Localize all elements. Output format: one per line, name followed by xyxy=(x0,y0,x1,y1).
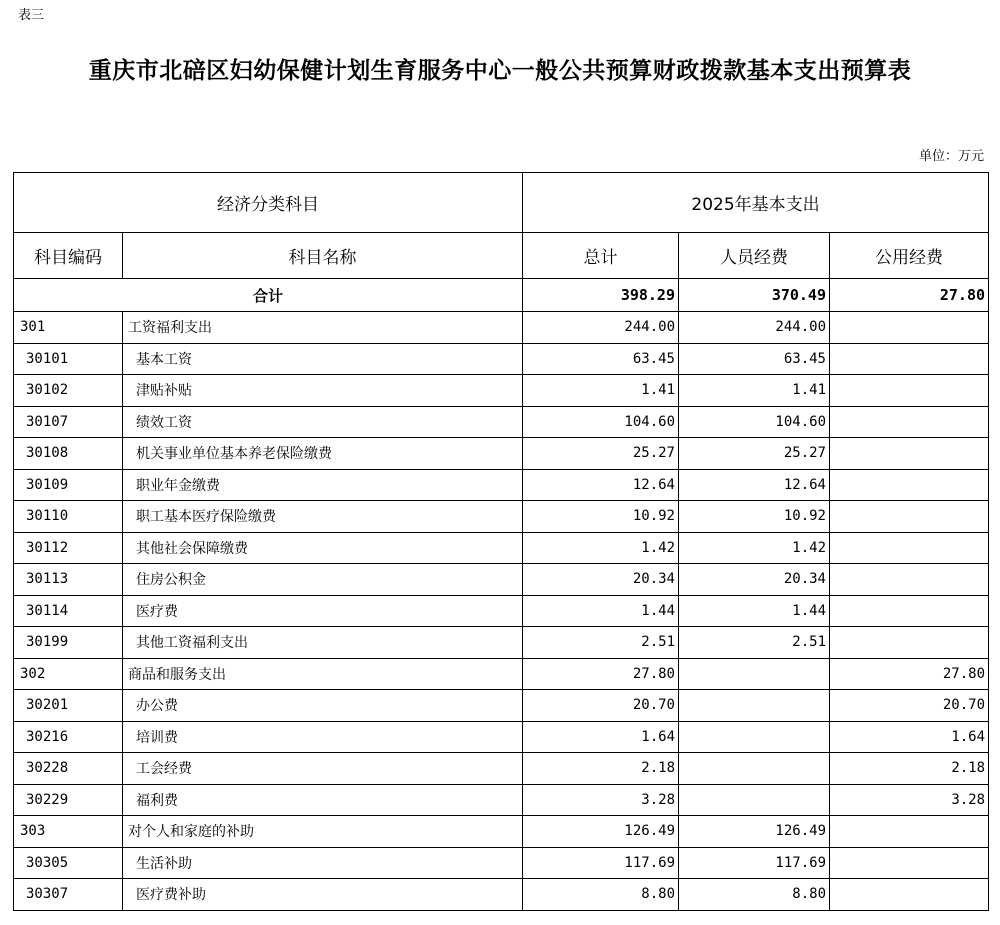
row-public xyxy=(830,816,989,848)
row-total: 20.34 xyxy=(523,564,679,596)
row-public: 3.28 xyxy=(830,784,989,816)
row-total: 1.44 xyxy=(523,595,679,627)
row-public xyxy=(830,469,989,501)
row-code: 30201 xyxy=(14,690,123,722)
total-sum: 398.29 xyxy=(523,279,679,312)
row-total: 244.00 xyxy=(523,312,679,344)
header-personnel: 人员经费 xyxy=(679,233,830,279)
row-personnel: 117.69 xyxy=(679,847,830,879)
row-public xyxy=(830,501,989,533)
row-public xyxy=(830,343,989,375)
row-personnel: 126.49 xyxy=(679,816,830,848)
header-public: 公用经费 xyxy=(830,233,989,279)
row-name: 医疗费 xyxy=(123,595,523,627)
table-row xyxy=(14,469,989,501)
row-personnel xyxy=(679,658,830,690)
table-row xyxy=(14,343,989,375)
page-title: 重庆市北碚区妇幼保健计划生育服务中心一般公共预算财政拨款基本支出预算表 xyxy=(88,57,912,84)
row-total: 2.51 xyxy=(523,627,679,659)
header-category: 经济分类科目 xyxy=(14,173,523,233)
row-personnel xyxy=(679,753,830,785)
table-row xyxy=(14,753,989,785)
row-public xyxy=(830,406,989,438)
row-personnel: 10.92 xyxy=(679,501,830,533)
row-public xyxy=(830,879,989,911)
row-name: 机关事业单位基本养老保险缴费 xyxy=(123,438,523,470)
table-row xyxy=(14,658,989,690)
table-row xyxy=(14,816,989,848)
row-personnel: 8.80 xyxy=(679,879,830,911)
table-row xyxy=(14,532,989,564)
row-personnel: 1.42 xyxy=(679,532,830,564)
row-code: 30114 xyxy=(14,595,123,627)
row-public xyxy=(830,532,989,564)
table-row xyxy=(14,438,989,470)
row-name: 生活补助 xyxy=(123,847,523,879)
header-total: 总计 xyxy=(523,233,679,279)
row-total: 117.69 xyxy=(523,847,679,879)
row-total: 8.80 xyxy=(523,879,679,911)
row-public xyxy=(830,564,989,596)
row-code: 303 xyxy=(14,816,123,848)
row-public xyxy=(830,375,989,407)
row-code: 301 xyxy=(14,312,123,344)
row-public xyxy=(830,438,989,470)
row-total: 27.80 xyxy=(523,658,679,690)
row-name: 医疗费补助 xyxy=(123,879,523,911)
row-code: 30216 xyxy=(14,721,123,753)
table-row xyxy=(14,784,989,816)
row-code: 30107 xyxy=(14,406,123,438)
row-code: 30307 xyxy=(14,879,123,911)
table-row xyxy=(14,627,989,659)
row-total: 12.64 xyxy=(523,469,679,501)
row-name: 职工基本医疗保险缴费 xyxy=(123,501,523,533)
row-personnel: 1.41 xyxy=(679,375,830,407)
row-name: 住房公积金 xyxy=(123,564,523,596)
row-total: 1.64 xyxy=(523,721,679,753)
row-personnel: 1.44 xyxy=(679,595,830,627)
table-row xyxy=(14,375,989,407)
header-row-1 xyxy=(14,173,989,233)
row-personnel: 25.27 xyxy=(679,438,830,470)
total-row xyxy=(14,279,989,312)
row-name: 培训费 xyxy=(123,721,523,753)
header-row-2 xyxy=(14,233,989,279)
row-total: 2.18 xyxy=(523,753,679,785)
row-name: 福利费 xyxy=(123,784,523,816)
row-total: 1.41 xyxy=(523,375,679,407)
table-row xyxy=(14,501,989,533)
header-code: 科目编码 xyxy=(14,233,123,279)
table-number-label: 表三 xyxy=(18,8,45,23)
row-personnel: 12.64 xyxy=(679,469,830,501)
table-row xyxy=(14,721,989,753)
row-personnel xyxy=(679,784,830,816)
row-name: 基本工资 xyxy=(123,343,523,375)
row-code: 30108 xyxy=(14,438,123,470)
row-total: 63.45 xyxy=(523,343,679,375)
row-code: 30229 xyxy=(14,784,123,816)
row-code: 30109 xyxy=(14,469,123,501)
table-row xyxy=(14,406,989,438)
row-name: 工会经费 xyxy=(123,753,523,785)
row-personnel xyxy=(679,721,830,753)
unit-label: 单位：万元 xyxy=(918,149,984,164)
row-public xyxy=(830,847,989,879)
row-public: 1.64 xyxy=(830,721,989,753)
row-personnel: 2.51 xyxy=(679,627,830,659)
row-name: 其他社会保障缴费 xyxy=(123,532,523,564)
total-label: 合计 xyxy=(14,279,523,312)
row-name: 对个人和家庭的补助 xyxy=(123,816,523,848)
row-public: 20.70 xyxy=(830,690,989,722)
row-public xyxy=(830,595,989,627)
row-code: 30228 xyxy=(14,753,123,785)
total-personnel: 370.49 xyxy=(679,279,830,312)
row-public xyxy=(830,312,989,344)
table-row xyxy=(14,690,989,722)
row-code: 302 xyxy=(14,658,123,690)
row-code: 30113 xyxy=(14,564,123,596)
row-public xyxy=(830,627,989,659)
row-personnel: 244.00 xyxy=(679,312,830,344)
row-total: 25.27 xyxy=(523,438,679,470)
row-name: 其他工资福利支出 xyxy=(123,627,523,659)
table-row xyxy=(14,879,989,911)
row-total: 10.92 xyxy=(523,501,679,533)
table-row xyxy=(14,595,989,627)
table-row xyxy=(14,847,989,879)
row-name: 职业年金缴费 xyxy=(123,469,523,501)
row-code: 30110 xyxy=(14,501,123,533)
row-personnel: 63.45 xyxy=(679,343,830,375)
total-public: 27.80 xyxy=(830,279,989,312)
row-public: 2.18 xyxy=(830,753,989,785)
row-code: 30101 xyxy=(14,343,123,375)
row-name: 商品和服务支出 xyxy=(123,658,523,690)
row-name: 津贴补贴 xyxy=(123,375,523,407)
table-row xyxy=(14,312,989,344)
table-row xyxy=(14,564,989,596)
budget-table xyxy=(13,172,989,911)
row-personnel: 20.34 xyxy=(679,564,830,596)
row-total: 3.28 xyxy=(523,784,679,816)
row-name: 工资福利支出 xyxy=(123,312,523,344)
row-total: 126.49 xyxy=(523,816,679,848)
header-year-expense: 2025年基本支出 xyxy=(523,173,989,233)
row-name: 办公费 xyxy=(123,690,523,722)
header-name: 科目名称 xyxy=(123,233,523,279)
row-total: 104.60 xyxy=(523,406,679,438)
row-code: 30112 xyxy=(14,532,123,564)
row-name: 绩效工资 xyxy=(123,406,523,438)
row-total: 20.70 xyxy=(523,690,679,722)
row-code: 30199 xyxy=(14,627,123,659)
row-total: 1.42 xyxy=(523,532,679,564)
row-personnel xyxy=(679,690,830,722)
row-code: 30305 xyxy=(14,847,123,879)
row-code: 30102 xyxy=(14,375,123,407)
row-personnel: 104.60 xyxy=(679,406,830,438)
row-public: 27.80 xyxy=(830,658,989,690)
